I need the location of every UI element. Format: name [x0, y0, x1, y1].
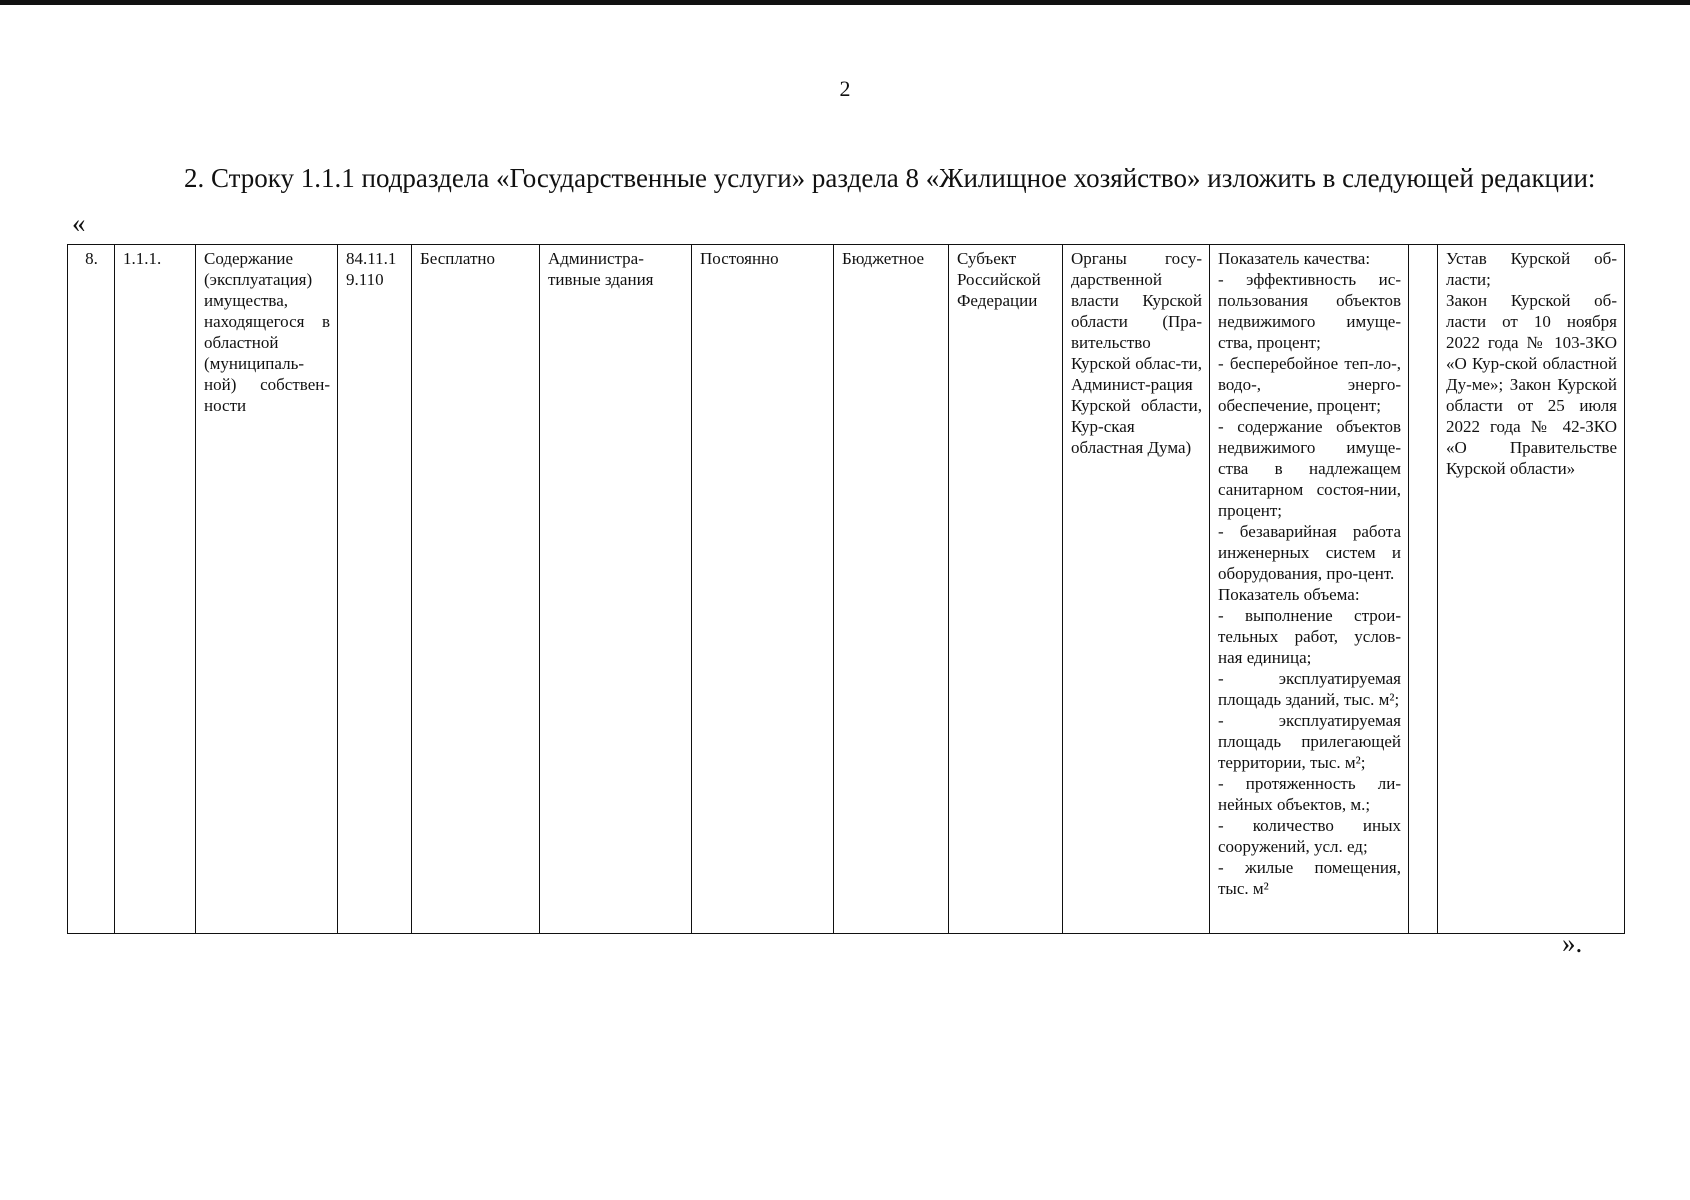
opening-quote: «	[72, 208, 86, 238]
cell-institution-type: Бюджетное	[834, 245, 949, 934]
table-row	[68, 245, 1625, 934]
closing-quote: ».	[1562, 928, 1583, 958]
cell-recipients: Администра-тивные здания	[540, 245, 692, 934]
cell-legal-basis: Устав Курской об-ласти; Закон Курской об-ласти от 10 ноября 2022 года № 103-ЗКО «О Кур-ской областной Ду-ме»; Закон Курской области от 25 июля 2022 года № 42-ЗКО «О Правительстве Курской области»	[1438, 245, 1625, 934]
amendment-intro-text: 2. Строку 1.1.1 подраздела «Государственные услуги» раздела 8 «Жилищное хозяйство» изложить в следующей редакции:	[184, 163, 1596, 193]
cell-code: 1.1.1.	[115, 245, 196, 934]
scan-top-edge	[0, 0, 1690, 5]
amendment-table	[67, 244, 1625, 934]
cell-indicators: Показатель качества: - эффективность ис-пользования объектов недвижимого имуще-ства, процент; - бесперебойное теп-ло-, водо-, энерго-обеспечение, процент; - содержание объектов недвижимого имуще-ства в надлежащем санитарном состоя-нии, процент; - безаварийная работа инженерных систем и оборудования, про-цент. Показатель объема: - выполнение строи-тельных работ, услов-ная единица; - эксплуатируемая площадь зданий, тыс. м²; - эксплуатируемая площадь прилегающей территории, тыс. м²; - протяженность ли-нейных объектов, м.; - количество иных сооружений, усл. ед; - жилые помещения, тыс. м²	[1210, 245, 1409, 934]
cell-okved-code: 84.11.1 9.110	[338, 245, 412, 934]
page-number: 2	[839, 76, 851, 101]
cell-payment: Бесплатно	[412, 245, 540, 934]
cell-frequency: Постоянно	[692, 245, 834, 934]
cell-service-name: Содержание (эксплуатация) имущества, находящегося в областной (муниципаль-ной) собствен-ности	[196, 245, 338, 934]
cell-level: Субъект Российской Федерации	[949, 245, 1063, 934]
cell-authority: Органы госу-дарственной власти Курской области (Пра-вительство Курской облас-ти, Админист-рация Курской области, Кур-ская областная Дума)	[1063, 245, 1210, 934]
cell-number: 8.	[68, 245, 115, 934]
cell-empty	[1409, 245, 1438, 934]
